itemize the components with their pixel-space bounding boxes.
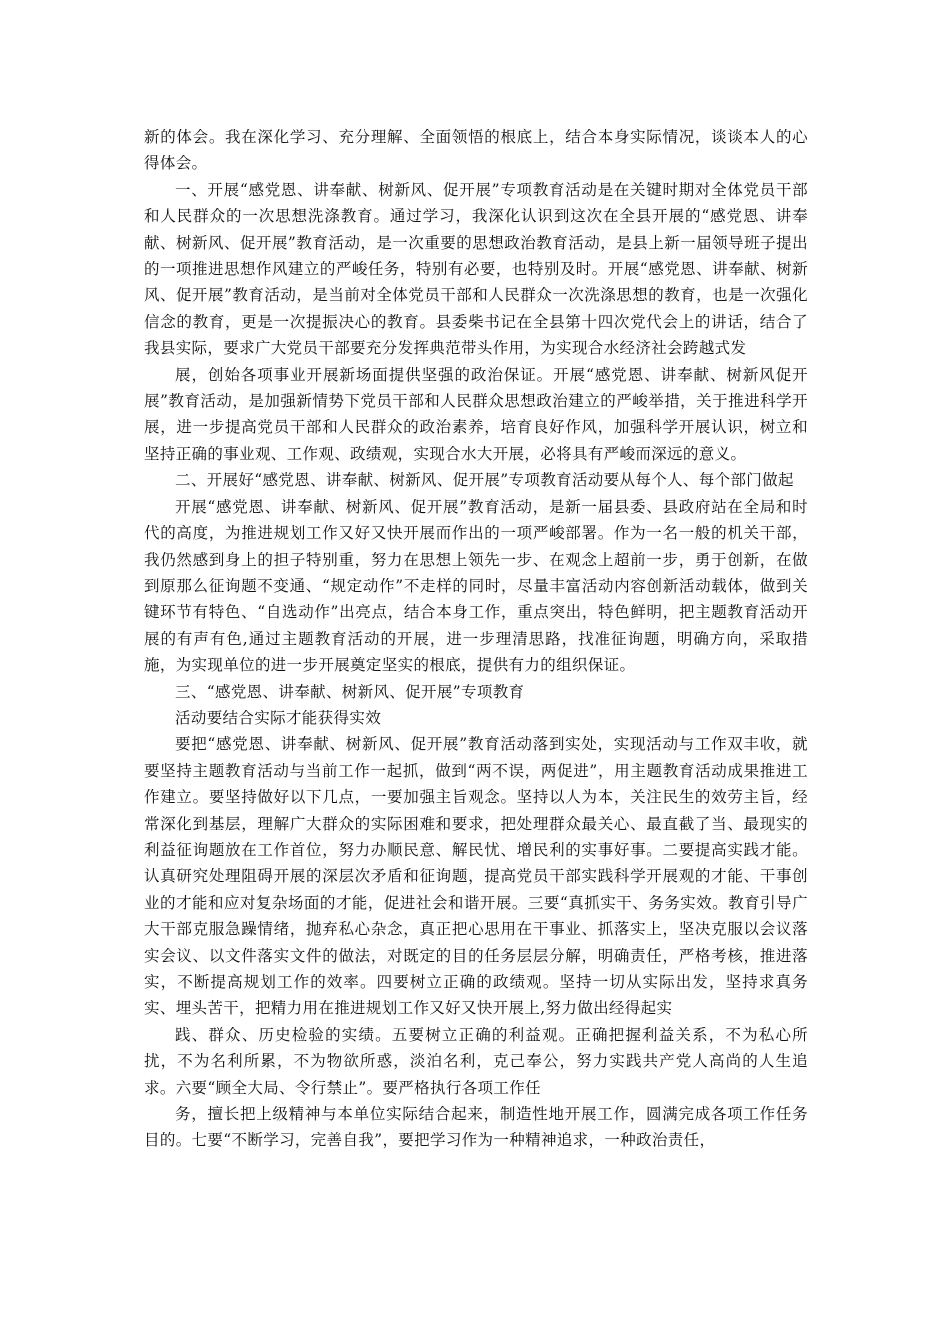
heading-section-three-continued: 活动要结合实际才能获得实效 [175,708,382,727]
paragraph-section-three-continued: 践、群众、历史检验的实绩。五要树立正确的利益观。正确把握利益关系，不为私心所扰，不为名利所累，不为物欲所惑，淡泊名利，克己奉公，努力实践共产党人高尚的人生追求。六要“顾全大局、令行禁止”。要严格执行各项工作任 [144,1025,808,1097]
paragraph-intro-continued: 新的体会。我在深化学习、充分理解、全面领悟的根底上，结合本身实际情况，谈谈本人的心得体会。 [144,128,808,173]
paragraph-section-one-continued: 展，创始各项事业开展新场面提供坚强的政治保证。开展“感党恩、讲奉献、树新风促开展”教育活动，是加强新情势下党员干部和人民群众思想政治建立的严峻举措，关于推进科学开展，进一步提高党员干部和人民群众的政治素养，培育良好作风，加强科学开展认识，树立和坚持正确的事业观、工作观、政绩观，实现合水大开展，必将具有严峻而深远的意义。 [144,365,808,463]
paragraph-section-three: 要把“感党恩、讲奉献、树新风、促开展”教育活动落到实处，实现活动与工作双丰收，就要坚持主题教育活动与当前工作一起抓，做到“两不误，两促进”，用主题教育活动成果推进工作建立。要坚持做好以下几点，一要加强主旨观念。坚持以人为本，关注民生的效劳主旨，经常深化到基层，理解广大群众的实际困难和要求，把处理群众最关心、最直截了当、最现实的利益征询题放在工作首位，努力办顺民意、解民忧、增民利的实事好事。二要提高实践才能。认真研究处理阻碍开展的深层次矛盾和征询题，提高党员干部实践科学开展观的才能、干事创业的才能和应对复杂场面的才能，促进社会和谐开展。三要“真抓实干、务务实效。教育引导广大干部克服急躁情绪，抛弃私心杂念，真正把心思用在干事业、抓落实上，坚决克服以会议落实会议、以文件落实文件的做法，对既定的目的任务层层分解，明确责任，严格考核，推进落实，不断提高规划工作的效率。四要树立正确的政绩观。坚持一切从实际出发，坚持求真务实、埋头苦干，把精力用在推进规划工作又好又快开展上,努力做出经得起实 [144,735,808,1018]
heading-section-two: 二、开展好“感党恩、讲奉献、树新风、促开展”专项教育活动要从每个人、每个部门做起 [175,471,794,490]
paragraph-section-one: 一、开展“感党恩、讲奉献、树新风、促开展”专项教育活动是在关键时期对全体党员干部和人民群众的一次思想洗涤教育。通过学习，我深化认识到这次在全县开展的“感党恩、讲奉献、树新风、促开展”教育活动，是一次重要的思想政治教育活动，是县上新一届领导班子提出的一项推进思想作风建立的严峻任务，特别有必要，也特别及时。开展“感党恩、讲奉献、树新风、促开展”教育活动，是当前对全体党员干部和人民群众一次洗涤思想的教育，也是一次强化信念的教育，更是一次提振决心的教育。县委柴书记在全县第十四次党代会上的讲话，结合了我县实际，要求广大党员干部要充分发挥典范带头作用，为实现合水经济社会跨越式发 [144,180,808,358]
heading-section-three: 三、“感党恩、讲奉献、树新风、促开展”专项教育 [175,682,525,701]
paragraph-section-two: 开展“感党恩、讲奉献、树新风、促开展”教育活动，是新一届县委、县政府站在全局和时代的高度，为推进规划工作又好又快开展而作出的一项严峻部署。作为一名一般的机关干部，我仍然感到身上的担子特别重，努力在思想上领先一步、在观念上超前一步，勇于创新，在做到原那么征询题不变通、“规定动作”不走样的同时，尽量丰富活动内容创新活动载体，做到关键环节有特色、“自选动作”出亮点，结合本身工作，重点突出，特色鲜明，把主题教育活动开展的有声有色,通过主题教育活动的开展，进一步理清思路，找准征询题，明确方向，采取措施，为实现单位的进一步开展奠定坚实的根底，提供有力的组织保证。 [144,497,808,675]
paragraph-section-three-final: 务，擅长把上级精神与本单位实际结合起来，制造性地开展工作，圆满完成各项工作任务目的。七要“不断学习，完善自我”，要把学习作为一种精神追求，一种政治责任， [144,1105,808,1150]
document-body [144,124,808,1154]
